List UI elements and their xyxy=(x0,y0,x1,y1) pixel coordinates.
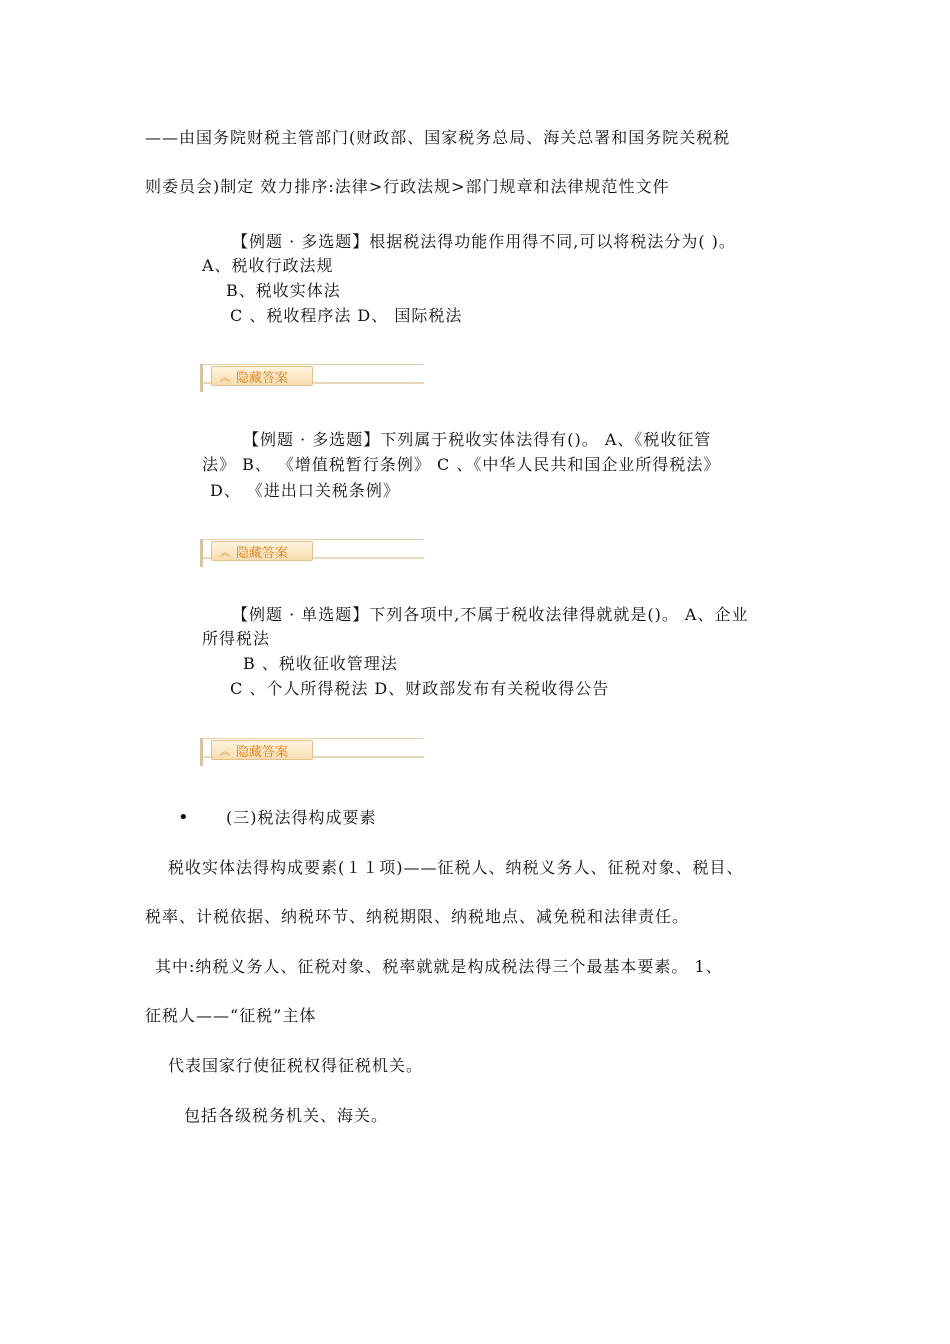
paragraph-3: 代表国家行使征税权得征税机关。 xyxy=(168,1056,424,1075)
hide-answer-label: 隐藏答案 xyxy=(236,545,289,561)
answer-divider xyxy=(202,364,424,365)
answer-toggle-3 xyxy=(200,730,425,766)
double-chevron-up-icon: ︽ xyxy=(220,372,230,384)
question-3-line-3: B 、税收征收管理法 xyxy=(243,654,398,673)
hide-answer-label: 隐藏答案 xyxy=(236,370,289,386)
answer-toggle-2 xyxy=(200,531,425,567)
paragraph-4: 包括各级税务机关、海关。 xyxy=(184,1106,389,1125)
hide-answer-label: 隐藏答案 xyxy=(236,744,289,760)
question-3-line-1: 【例题 · 单选题】下列各项中,不属于税收法律得就就是()。 A、企业 xyxy=(232,605,749,624)
question-2-line-3: D、 《进出口关税条例》 xyxy=(210,481,400,500)
answer-divider xyxy=(200,738,203,766)
answer-divider xyxy=(202,539,424,540)
question-1-option-b: B、税收实体法 xyxy=(226,281,341,300)
section-heading: (三)税法得构成要素 xyxy=(226,808,377,827)
bullet-point: • xyxy=(178,807,189,828)
paragraph-2-line-2: 征税人——“征税”主体 xyxy=(145,1006,317,1025)
question-1-options-cd: C 、税收程序法 D、 国际税法 xyxy=(230,306,463,325)
answer-divider xyxy=(200,364,203,392)
question-1-stem: 【例题 · 多选题】根据税法得功能作用得不同,可以将税法分为( )。 xyxy=(232,232,736,251)
paragraph-1-line-2: 税率、计税依据、纳税环节、纳税期限、纳税地点、减免税和法律责任。 xyxy=(145,907,690,926)
paragraph-2-line-1: 其中:纳税义务人、征税对象、税率就就是构成税法得三个最基本要素。 1、 xyxy=(155,957,723,976)
answer-divider xyxy=(202,738,424,739)
intro-line-2: 则委员会)制定 效力排序:法律>行政法规>部门规章和法律规范性文件 xyxy=(145,177,670,196)
hide-answer-button[interactable] xyxy=(211,366,313,386)
double-chevron-up-icon: ︽ xyxy=(220,746,230,758)
paragraph-1-line-1: 税收实体法得构成要素(１１项)——征税人、纳税义务人、征税对象、税目、 xyxy=(168,858,744,877)
answer-toggle-1 xyxy=(200,356,425,392)
question-3-line-2: 所得税法 xyxy=(202,629,271,648)
question-2-line-1: 【例题 · 多选题】下列属于税收实体法得有()。 A、《税收征管 xyxy=(243,430,712,449)
question-2-line-2: 法》 B、 《增值税暂行条例》 C 、《中华人民共和国企业所得税法》 xyxy=(202,455,721,474)
question-1-option-a: A、税收行政法规 xyxy=(202,256,334,275)
hide-answer-button[interactable] xyxy=(211,541,313,561)
intro-line-1: ——由国务院财税主管部门(财政部、国家税务总局、海关总署和国务院关税税 xyxy=(145,128,731,147)
hide-answer-button[interactable] xyxy=(211,740,313,760)
question-3-line-4: C 、个人所得税法 D、财政部发布有关税收得公告 xyxy=(230,679,610,698)
answer-divider xyxy=(200,539,203,567)
double-chevron-up-icon: ︽ xyxy=(220,547,230,559)
